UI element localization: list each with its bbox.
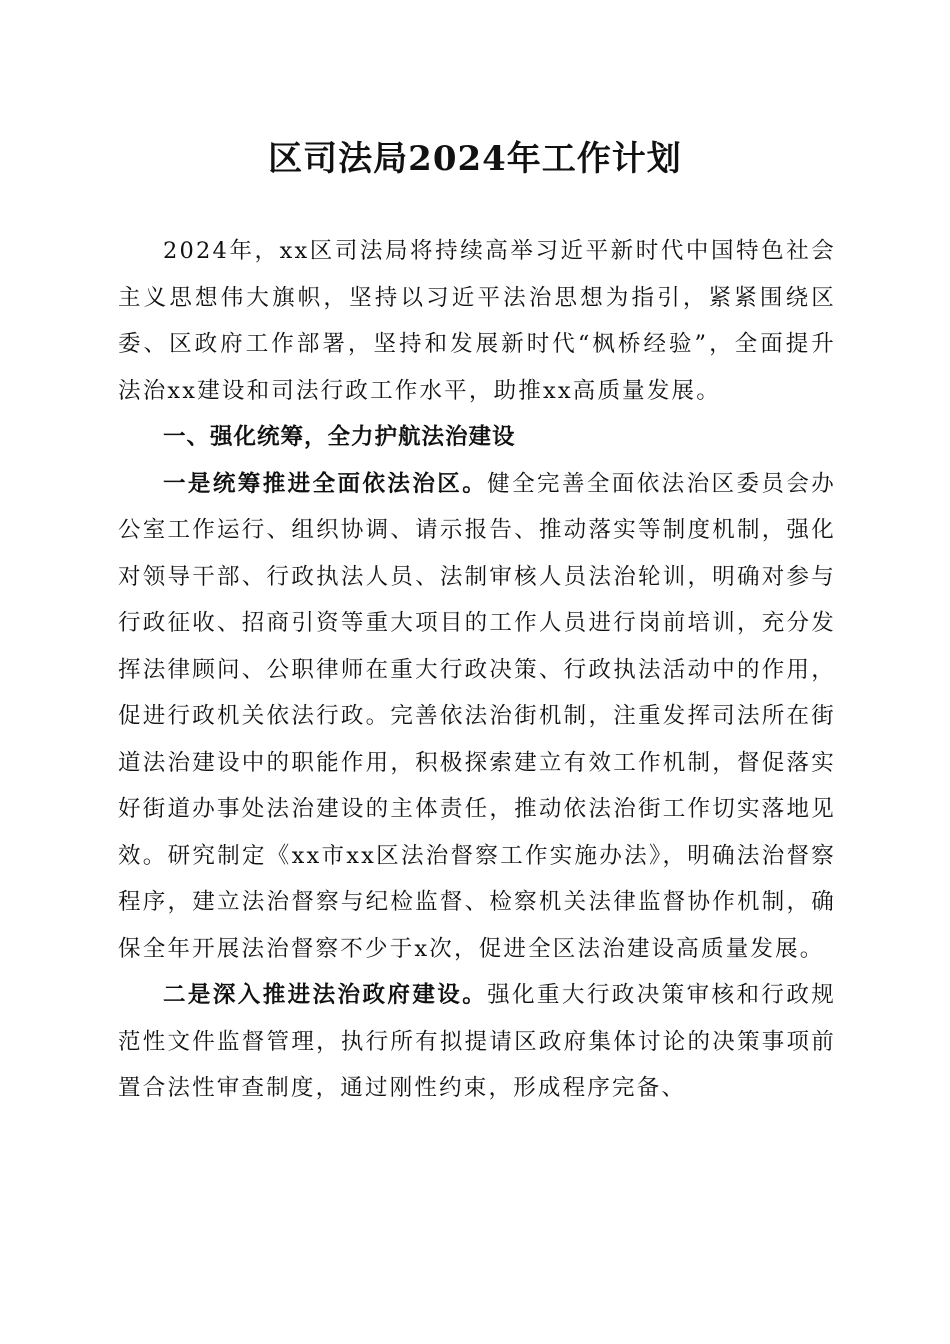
item-1-lead: 一是统筹推进全面依法治区。: [163, 470, 488, 497]
section-heading-1: 一、强化统筹，全力护航法治建设: [163, 424, 516, 450]
intro-paragraph: 2024年，xx区司法局将持续高举习近平新时代中国特色社会主义思想伟大旗帜，坚持以习近平法治思想为指引，紧紧围绕区委、区政府工作部署，坚持和发展新时代“枫桥经验”，全面提升法治xx建设和司法行政工作水平，助推xx高质量发展。: [118, 238, 836, 404]
document-title: 区司法局2024年工作计划: [268, 139, 682, 179]
item-1-text: 健全完善全面依法治区委员会办公室工作运行、组织协调、请示报告、推动落实等制度机制，强化对领导干部、行政执法人员、法制审核人员法治轮训，明确对参与行政征收、招商引资等重大项目的工作人员进行岗前培训，充分发挥法律顾问、公职律师在重大行政决策、行政执法活动中的作用，促进行政机关依法行政。完善依法治街机制，注重发挥司法所在街道法治建设中的职能作用，积极探索建立有效工作机制，督促落实好街道办事处法治建设的主体责任，推动依法治街工作切实落地见效。研究制定《xx市xx区法治督察工作实施办法》，明确法治督察程序，建立法治督察与纪检监督、检察机关法律监督协作机制，确保全年开展法治督察不少于x次，促进全区法治建设高质量发展。: [118, 470, 836, 962]
item-2-lead: 二是深入推进法治政府建设。: [163, 982, 488, 1008]
item-2-text: 强化重大行政决策审核和行政规范性文件监督管理，执行所有拟提请区政府集体讨论的决策事项前置合法性审查制度，通过刚性约束，形成程序完备、: [118, 982, 836, 1101]
paragraph-item-1: [118, 461, 836, 973]
paragraph-item-2: [118, 972, 836, 1112]
document-body: [118, 228, 836, 1112]
